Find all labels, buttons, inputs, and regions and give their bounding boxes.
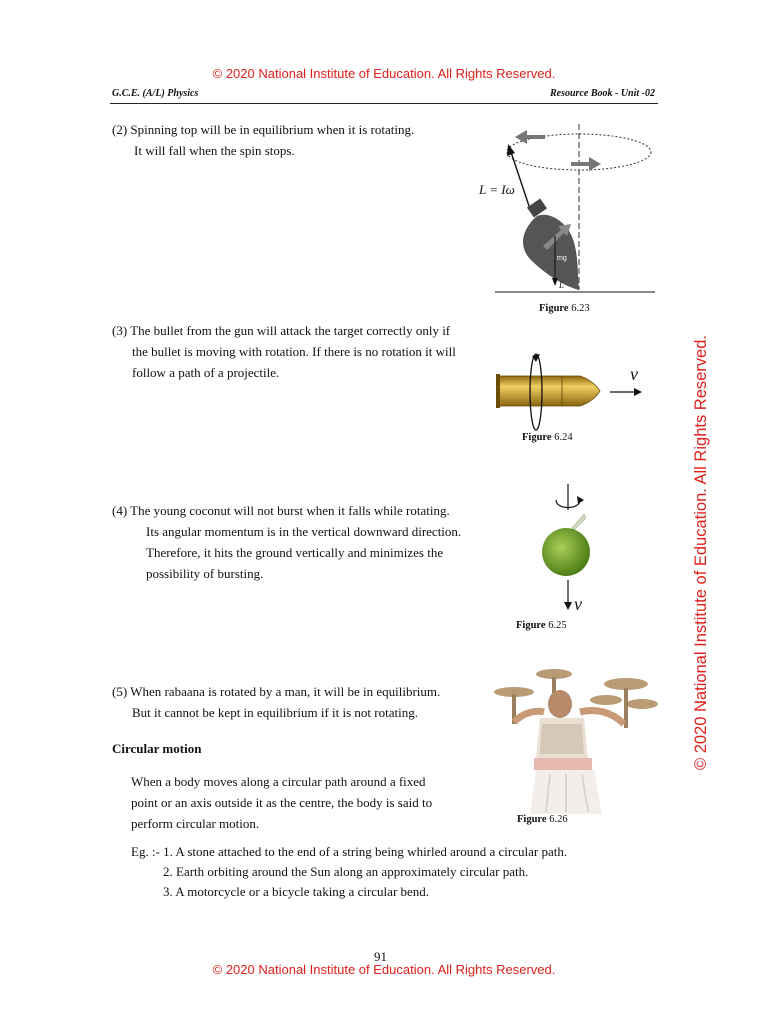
bullet-velocity-label: v <box>630 364 638 384</box>
item-4-line-4: possibility of bursting. <box>146 566 264 581</box>
item-5-line-2: But it cannot be kept in equilibrium if it is not rotating. <box>132 705 418 720</box>
item-2-line-2: It will fall when the spin stops. <box>134 143 295 158</box>
item-3-line-1: (3) The bullet from the gun will attack the target correctly only if <box>112 323 451 338</box>
coconut-velocity-label: v <box>574 594 582 614</box>
item-4 <box>112 500 461 584</box>
figure-6-24-caption: Figure 6.24 <box>522 432 573 443</box>
header-left: G.C.E. (A/L) Physics <box>112 88 199 99</box>
figure-6-26-caption: Figure 6.26 <box>517 814 568 825</box>
l-label: L <box>559 280 565 290</box>
page-number: 91 <box>374 949 387 964</box>
copyright-bottom: © 2020 National Institute of Education. All Rights Reserved. <box>212 962 556 977</box>
copyright-side: © 2020 National Institute of Education. All Rights Reserved. <box>692 335 710 770</box>
example-1: Eg. :- 1. A stone attached to the end of a string being whirled around a circular path. <box>131 844 568 859</box>
examples-list <box>131 842 567 902</box>
item-5 <box>112 681 440 723</box>
item-4-line-1: (4) The young coconut will not burst when it falls while rotating. <box>112 503 450 518</box>
header-right: Resource Book - Unit -02 <box>550 88 655 99</box>
item-4-line-2: Its angular momentum is in the vertical downward direction. <box>146 524 462 539</box>
item-5-line-1: (5) When rabaana is rotated by a man, it will be in equilibrium. <box>112 684 441 699</box>
coconut-figure <box>528 480 608 615</box>
example-2: 2. Earth orbiting around the Sun along an approximately circular path. <box>163 864 529 879</box>
item-3 <box>112 320 456 383</box>
item-4-line-3: Therefore, it hits the ground vertically and minimizes the <box>146 545 444 560</box>
spinning-top-figure <box>475 118 660 298</box>
rabaana-figure <box>484 664 664 814</box>
definition-line-3: perform circular motion. <box>131 816 260 831</box>
circular-motion-definition <box>131 771 432 834</box>
figure-6-25-caption: Figure 6.25 <box>516 620 567 631</box>
circular-motion-heading: Circular motion <box>112 741 202 756</box>
definition-line-1: When a body moves along a circular path around a fixed <box>131 774 426 789</box>
item-3-line-3: follow a path of a projectile. <box>132 365 280 380</box>
figure-6-23-caption: Figure 6.23 <box>539 303 590 314</box>
definition-line-2: point or an axis outside it as the centre, the body is said to <box>131 795 433 810</box>
example-3: 3. A motorcycle or a bicycle taking a circular bend. <box>163 884 430 899</box>
copyright-top: © 2020 National Institute of Education. All Rights Reserved. <box>212 66 556 81</box>
header-rule <box>110 103 658 104</box>
item-2 <box>112 119 414 161</box>
item-2-line-1: (2) Spinning top will be in equilibrium when it is rotating. <box>112 122 415 137</box>
angular-momentum-equation: L = Iω <box>479 182 515 197</box>
item-3-line-2: the bullet is moving with rotation. If there is no rotation it will <box>132 344 456 359</box>
bullet-figure <box>488 352 648 432</box>
mg-label: mg <box>557 255 567 262</box>
